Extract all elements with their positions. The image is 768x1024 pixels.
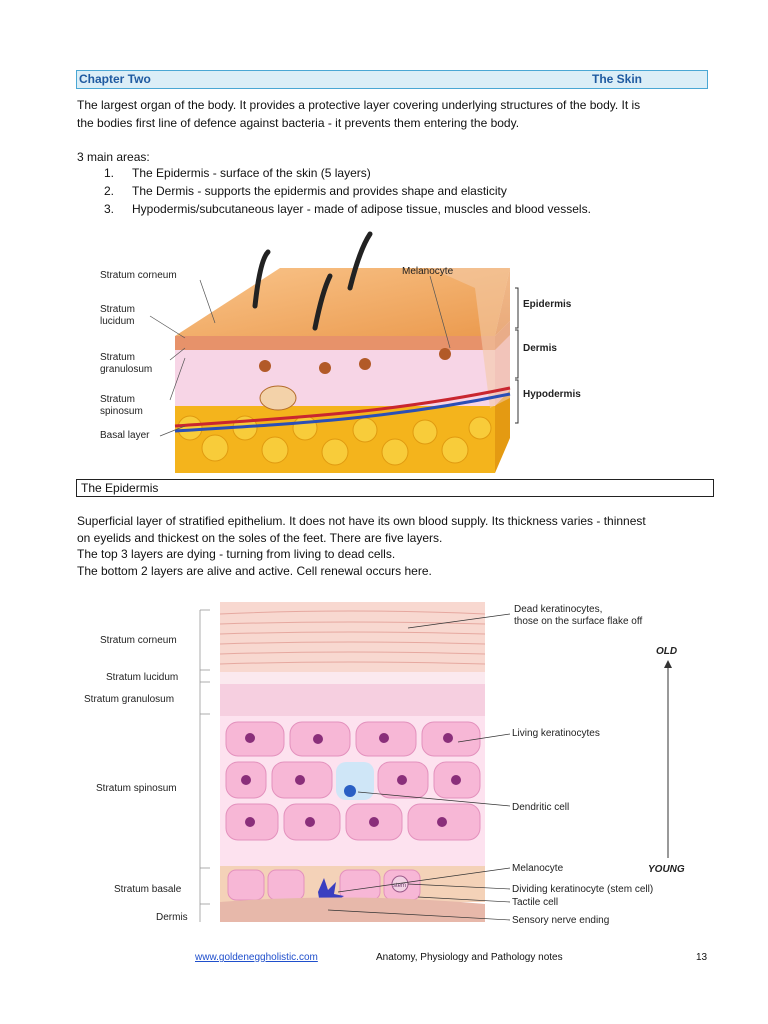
skin-cross-section-diagram [90, 228, 620, 478]
label-dermis: Dermis [523, 343, 557, 354]
label-young: YOUNG [648, 864, 685, 875]
callout-dead-keratinocytes-2: those on the surface flake off [514, 616, 643, 627]
label-stratum-spinosum-1: Stratum [100, 394, 136, 405]
chapter-header-bar [76, 70, 708, 89]
chapter-title: Chapter Two [79, 72, 151, 86]
areas-list [104, 164, 591, 218]
dendritic-cell [344, 785, 356, 797]
label-stratum-granulosum-1: Stratum [100, 352, 136, 363]
intro-line-2: the bodies first line of defence against bacteria - it prevents them entering the body. [77, 116, 520, 130]
callout-dividing-keratinocyte: Dividing keratinocyte (stem cell) [512, 884, 654, 895]
callout-living-keratinocytes: Living keratinocytes [512, 728, 600, 739]
label-old: OLD [656, 646, 678, 657]
layer-stratum-granulosum: Stratum granulosum [84, 694, 175, 705]
label-hypodermis: Hypodermis [523, 389, 581, 400]
layer-stratum-corneum: Stratum corneum [100, 635, 177, 646]
label-basal-layer: Basal layer [100, 430, 150, 441]
label-stratum-lucidum-2: lucidum [100, 316, 135, 327]
epidermis-line-2: on eyelids and thickest on the soles of the feet. There are five layers. [77, 530, 443, 545]
epidermis-line-3: The top 3 layers are dying - turning from living to dead cells. [77, 547, 396, 561]
chapter-topic: The Skin [592, 72, 643, 86]
footer-title: Anatomy, Physiology and Pathology notes [376, 952, 563, 963]
intro-line-1: The largest organ of the body. It provides a protective layer covering underlying structures of the body. It is [77, 98, 641, 112]
label-stratum-corneum: Stratum corneum [100, 270, 177, 281]
epidermis-paragraph [77, 513, 717, 579]
svg-text:stem: stem [393, 883, 407, 889]
layer-dermis: Dermis [156, 912, 188, 923]
epidermis-layers-diagram [78, 592, 710, 937]
callout-dendritic-cell: Dendritic cell [512, 802, 570, 813]
label-stratum-granulosum-2: granulosum [100, 364, 153, 375]
label-stratum-lucidum-1: Stratum [100, 304, 136, 315]
dermis-layer [220, 897, 485, 922]
layer-stratum-spinosum: Stratum spinosum [96, 783, 177, 794]
layer-stratum-lucidum: Stratum lucidum [106, 672, 179, 683]
label-epidermis: Epidermis [523, 299, 572, 310]
list-item: 1. The Epidermis - surface of the skin (5 layers) [104, 166, 371, 180]
label-stratum-spinosum-2: spinosum [100, 406, 143, 417]
epidermis-line-4: The bottom 2 layers are alive and active. Cell renewal occurs here. [77, 563, 432, 578]
list-item: 3. Hypodermis/subcutaneous layer - made of adipose tissue, muscles and blood vessels. [104, 202, 591, 216]
layer-stratum-basale: Stratum basale [114, 884, 182, 895]
intro-paragraph [77, 96, 717, 132]
epidermis-line-1: Superficial layer of stratified epithelium. It does not have its own blood supply. Its thickness varies - thinnest [77, 514, 646, 528]
page-number: 13 [696, 952, 708, 963]
epidermis-section-title: The Epidermis [76, 479, 714, 497]
list-item: 2. The Dermis - supports the epidermis and provides shape and elasticity [104, 184, 507, 198]
callout-sensory-nerve-ending: Sensory nerve ending [512, 915, 610, 926]
footer-link[interactable]: www.goldeneggholistic.com [195, 952, 318, 963]
footer-url[interactable] [195, 952, 318, 963]
callout-dead-keratinocytes-1: Dead keratinocytes, [514, 604, 603, 615]
callout-melanocyte: Melanocyte [512, 863, 564, 874]
areas-heading: 3 main areas: [77, 150, 150, 164]
label-melanocyte: Melanocyte [402, 266, 454, 277]
callout-tactile-cell: Tactile cell [512, 897, 559, 908]
